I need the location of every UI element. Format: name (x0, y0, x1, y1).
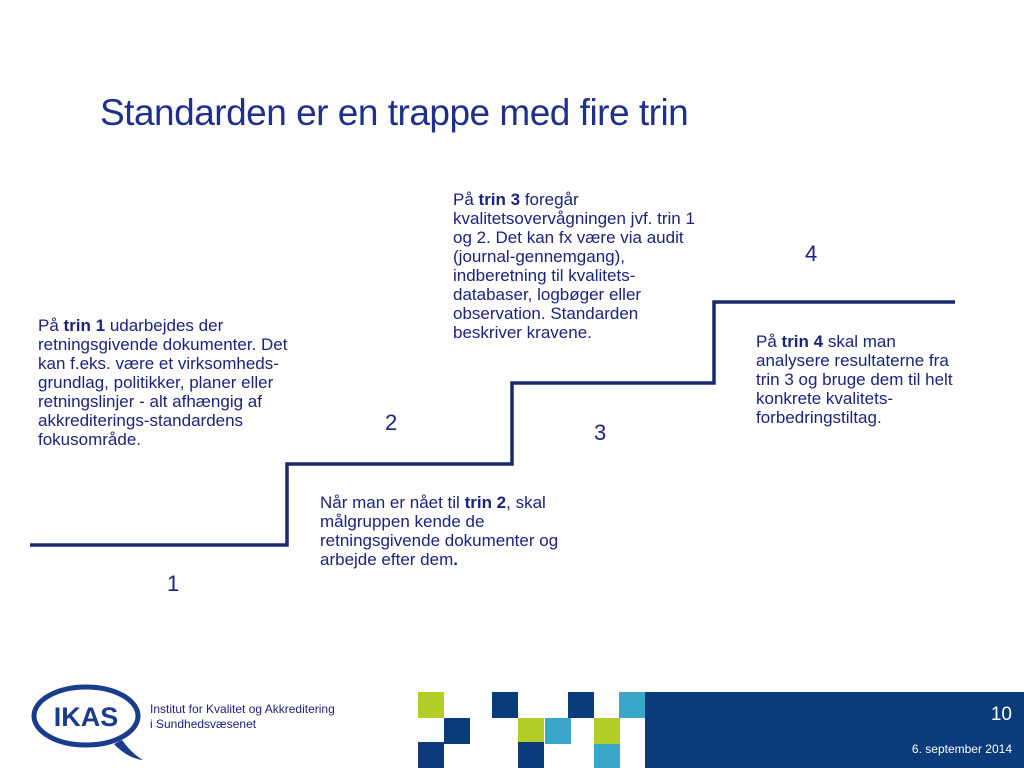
step-number-4: 4 (805, 241, 818, 266)
step-number-3: 3 (594, 420, 607, 445)
note-trin-4-text: skal man analysere resultaterne fra trin 3 og bruge dem til helt konkrete kvalitets-forbedringstiltag. (756, 332, 953, 427)
note-trin-1-bold: trin 1 (63, 316, 106, 335)
note-trin-2 (320, 493, 582, 569)
note-trin-3-bold: trin 3 (478, 190, 521, 209)
note-trin-2-prefix: Når man er nået til (320, 493, 465, 512)
footer-bar (645, 692, 1024, 768)
note-trin-2-text: , skal målgruppen kende de retningsgivende dokumenter og arbejde efter dem (320, 493, 559, 569)
ikas-logo-text: IKAS (53, 702, 119, 732)
note-trin-3-prefix: På (453, 190, 479, 209)
note-trin-1 (38, 316, 288, 449)
note-trin-3 (453, 190, 708, 342)
note-trin-4 (756, 332, 961, 427)
step-number-2: 2 (385, 410, 398, 435)
page-number: 10 (990, 704, 1012, 725)
note-trin-2-bold: trin 2 (464, 493, 507, 512)
note-trin-3-text: foregår kvalitetsovervågningen jvf. trin 1 og 2. Det kan fx være via audit (journal-gennemgang), indberetning til kvalitets-databaser, logbøger eller observation. Standarden beskriver kravene. (453, 190, 695, 342)
note-trin-1-text: udarbejdes der retningsgivende dokumenter. Det kan f.eks. være et virksomheds-grundlag, politikker, planer eller retningslinjer - alt afhængig af akkrediterings-standardens fokusområde. (38, 316, 288, 449)
note-trin-4-bold: trin 4 (781, 332, 824, 351)
note-trin-2-suffix: . (453, 550, 458, 569)
step-number-1: 1 (167, 571, 180, 596)
institution-name (150, 702, 335, 732)
note-trin-1-prefix: På (38, 316, 64, 335)
institution-line-1: Institut for Kvalitet og Akkreditering (150, 702, 335, 716)
slide-title: Standarden er en trappe med fire trin (100, 92, 689, 133)
ikas-logo (30, 680, 145, 762)
institution-line-2: i Sundhedsvæsenet (150, 717, 257, 731)
note-trin-4-prefix: På (756, 332, 782, 351)
slide-date: 6. september 2014 (911, 742, 1012, 756)
